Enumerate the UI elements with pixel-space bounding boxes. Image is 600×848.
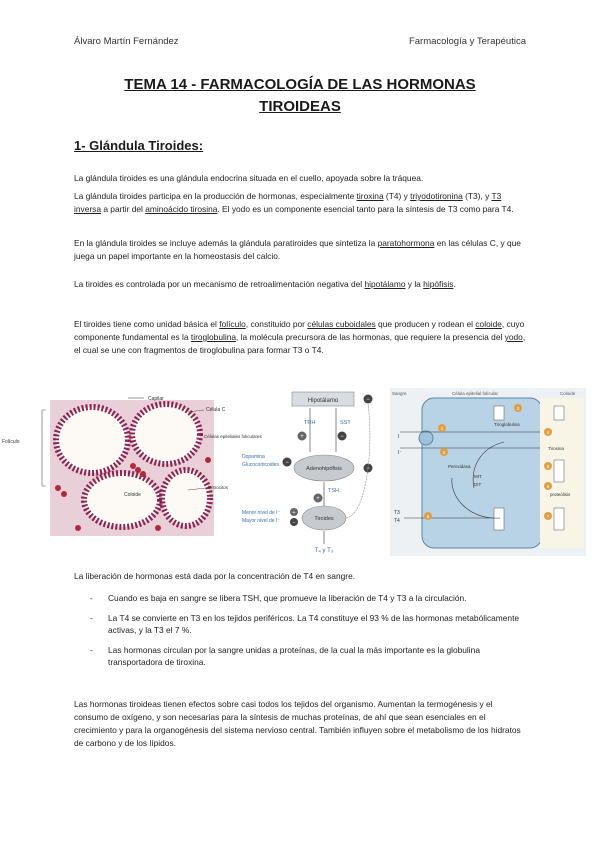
term-aminoacido: aminoácido tirosina	[145, 204, 218, 214]
svg-text:+: +	[316, 496, 320, 502]
paragraph-6: La liberación de hormonas está dada por la concentración de T4 en sangre.	[74, 571, 356, 581]
celula-label: Célula epitelial folicular	[452, 391, 499, 396]
svg-text:8: 8	[426, 514, 430, 519]
dopamina-label: Dopamina	[242, 454, 265, 460]
svg-text:+: +	[292, 510, 296, 516]
t4-label: T4	[394, 518, 400, 524]
term-hipofisis: hipófisis	[423, 279, 454, 289]
svg-text:5: 5	[546, 464, 550, 469]
proteolisis-label: proteólisis	[550, 492, 571, 497]
tg-block	[554, 406, 564, 420]
title-line-1: TEMA 14 - FARMACOLOGÍA DE LAS HORMONAS	[124, 76, 476, 93]
svg-text:2: 2	[442, 450, 446, 455]
t3-label: T3	[394, 510, 400, 516]
label-eritrocitos: Eritrocitos	[208, 485, 229, 490]
ie-label: I⁻	[398, 450, 403, 456]
sangre-label: Sangre	[392, 391, 407, 396]
svg-text:1: 1	[440, 426, 444, 431]
output-label: T₄ y T₃	[314, 548, 334, 554]
folliculo-bracket	[42, 410, 46, 486]
paragraph-7: Las hormonas tiroideas tienen efectos sobre casi todos los tejidos del organismo. Aumentan la termogénesis y el consumo de oxígeno, y son necesarias para la síntesis de muchas proteínas, de ahí que sean esenciales en el crecimiento y para la organogénesis del sistema nervioso central. También influyen sobre el metabolismo de los hidratos de carbono y de los lípidos.	[74, 699, 521, 748]
tiroides-label: Tiroides	[314, 516, 334, 522]
svg-text:−: −	[292, 520, 296, 526]
glucocorticoides-label: Glucocorticoides	[242, 462, 279, 468]
label-celulas-epiteliales: Células epiteliales foliculares	[204, 434, 262, 439]
tiroglobulina-label: Tiroglobulina	[494, 422, 520, 427]
paragraph-3: En la glándula tiroides se incluye además la glándula paratiroides que sintetiza la paratohormona en las células C, y que juega un papel importante en la homeostasis del calcio.	[74, 238, 521, 261]
term-paratohormona: paratohormona	[377, 238, 435, 248]
svg-text:−: −	[366, 397, 370, 403]
term-celulas-cuboidales: células cuboidales	[307, 319, 376, 329]
mit-label: MIT	[474, 474, 482, 479]
label-coloide: Coloide	[124, 492, 141, 498]
header-subject: Farmacología y Terapéutica	[408, 36, 526, 47]
svg-text:+: +	[300, 434, 304, 440]
label-capilar: Capilar	[148, 396, 164, 402]
svg-text:7: 7	[546, 514, 550, 519]
list-item: - Cuando es baja en sangre se libera TSH, que promueve la liberación de T4 y T3 a la circulación.	[74, 592, 526, 605]
hipotalamo-label: Hipotálamo	[307, 398, 339, 404]
svg-text:−: −	[366, 466, 370, 472]
term-tiroxina: tiroxina	[356, 191, 384, 201]
follicle	[162, 470, 210, 526]
section-heading: 1- Glándula Tiroides:	[74, 138, 204, 153]
sst-label: SST	[340, 420, 351, 426]
header-author: Álvaro Martín Fernández	[74, 36, 179, 47]
svg-text:−: −	[340, 434, 344, 440]
term-yodo: yodo	[504, 332, 523, 342]
bullet-list	[74, 592, 526, 676]
transporter	[419, 431, 433, 445]
hormone-synthesis-diagram	[390, 388, 586, 556]
term-t3-inversa: T3 inversa	[74, 191, 502, 214]
follicle	[56, 407, 128, 473]
tirosina-label: Tirosina	[548, 446, 564, 451]
svg-text:−: −	[285, 460, 289, 466]
iodine-high-label: Mayor nivel de I⁻	[242, 518, 280, 524]
list-item: - Las hormonas circulan por la sangre unidas a proteínas, de la cual la más importante es la globulina transportadora de tiroxina.	[74, 644, 526, 669]
follicular-cell	[422, 398, 542, 548]
svg-text:4: 4	[546, 430, 550, 435]
peroxidasa-label: Peroxidasa	[448, 464, 471, 469]
follicle	[132, 404, 200, 464]
term-triyodotironina: triyodotironina	[410, 191, 463, 201]
tg-block	[494, 508, 504, 530]
hpt-axis-diagram	[242, 388, 382, 556]
term-foliculo: folículo	[219, 319, 246, 329]
paragraph-4: La tiroides es controlada por un mecanismo de retroalimentación negativa del hipotálamo y la hipófisis.	[74, 279, 456, 289]
paragraph-5: El tiroides tiene como unidad básica el folículo, constituido por células cuboidales que producen y rodean el coloide, cuyo componente fundamental es la tiroglobulina, la molécula precursora de las hormonas, que requiere la presencia del yodo, el cual se une con fragmentos de tiroglobulina para formar T3 o T4.	[74, 319, 526, 355]
trh-label: TRH	[304, 420, 316, 426]
list-item: - La T4 se convierte en T3 en los tejidos periféricos. La T4 constituye el 93 % de las hormonas metabólicamente activas, y la T3 el 7 %.	[74, 612, 526, 637]
tg-block	[494, 406, 504, 420]
paragraph-2: La glándula tiroides participa en la producción de hormonas, especialmente tiroxina (T4) y triyodotironina (T3), y T3 inversa a partir del aminoácido tirosina. El yodo es un componente esencial tanto para la síntesis de T3 como para T4.	[74, 191, 514, 214]
label-celula-c: Célula C	[206, 407, 226, 413]
dit-label: DIT	[474, 482, 482, 487]
tg-block	[554, 460, 564, 482]
term-coloide: coloide	[475, 319, 502, 329]
coloide-label: Coloide	[560, 391, 576, 396]
page-title	[74, 74, 526, 118]
term-hipotalamo: hipotálamo	[364, 279, 406, 289]
label-foliculo: Folículo	[2, 439, 20, 445]
tsh-label: TSH	[328, 488, 339, 494]
paragraph-1: La glándula tiroides es una glándula endocrina situada en el cuello, apoyada sobre la tráquea.	[74, 173, 424, 183]
adenohipofisis-label: Adenohipófisis	[306, 466, 342, 472]
title-line-2: TIROIDEAS	[259, 98, 341, 115]
iodine-low-label: Menor nivel de I⁻	[242, 510, 281, 516]
tg-block	[554, 508, 564, 530]
i-label: I	[398, 434, 400, 440]
follicle	[84, 473, 160, 527]
term-tiroglobulina: tiroglobulina	[190, 332, 237, 342]
svg-text:3: 3	[516, 406, 520, 411]
svg-text:6: 6	[546, 484, 550, 489]
